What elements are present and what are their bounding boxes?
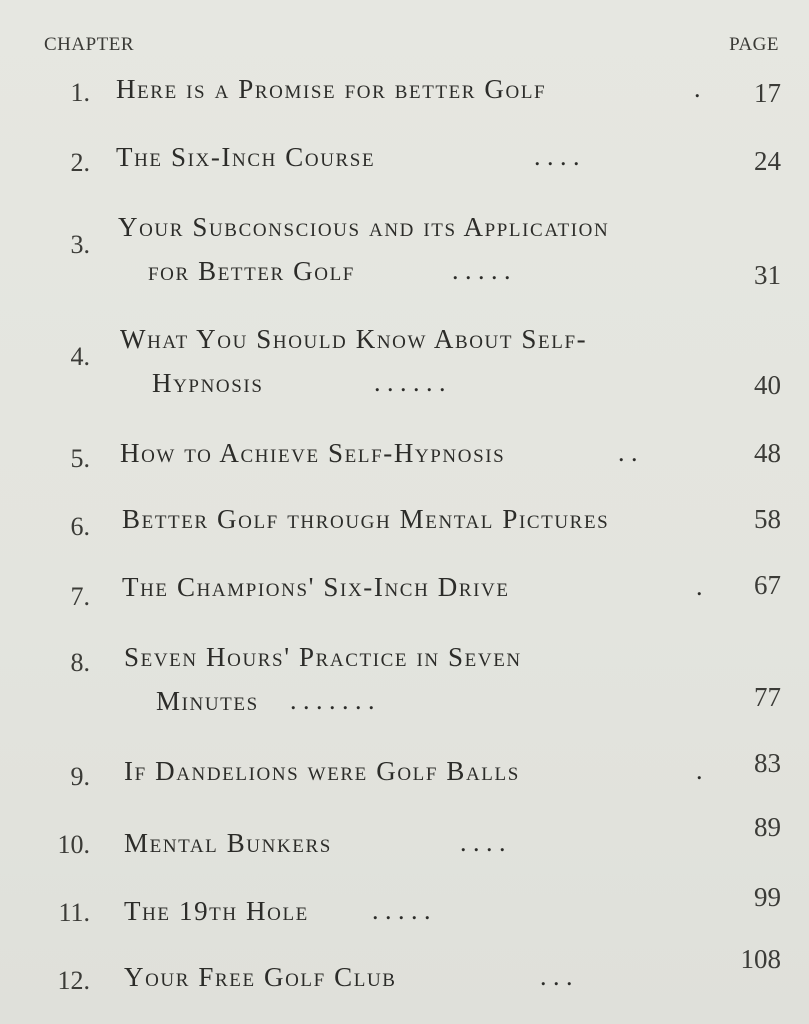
chapter-title: If Dandelions were Golf Balls xyxy=(124,756,520,786)
leader-dots: . xyxy=(694,74,701,103)
page-header: PAGE xyxy=(729,34,779,55)
leader-dots: . xyxy=(696,572,703,601)
chapter-number: 3. xyxy=(70,230,90,259)
chapter-number: 1. xyxy=(70,78,90,107)
chapter-title: Seven Hours' Practice in Seven xyxy=(124,642,522,672)
chapter-number: 11. xyxy=(58,898,90,927)
chapter-title: Mental Bunkers xyxy=(124,828,332,858)
chapter-number: 5. xyxy=(70,444,90,473)
chapter-number: 7. xyxy=(70,582,90,611)
chapter-title: The 19th Hole xyxy=(124,896,309,926)
page-number: 40 xyxy=(754,370,781,400)
page-number: 83 xyxy=(754,748,781,778)
chapter-title: Better Golf through Mental Pictures xyxy=(122,504,610,534)
chapter-title: How to Achieve Self-Hypnosis xyxy=(120,438,506,468)
chapter-title: The Six-Inch Course xyxy=(116,142,376,172)
page-number: 89 xyxy=(754,812,781,842)
leader-dots: . . . . . . xyxy=(374,368,446,397)
chapter-title: Your Subconscious and its Application xyxy=(118,212,610,242)
leader-dots: . xyxy=(696,756,703,785)
leader-dots: . . . . xyxy=(534,142,580,171)
chapter-number: 6. xyxy=(70,512,90,541)
chapter-title: Here is a Promise for better Golf xyxy=(116,74,547,104)
page-number: 58 xyxy=(754,504,781,534)
leader-dots: . . . . . . . xyxy=(290,686,375,715)
chapter-title-continued: Hypnosis xyxy=(152,368,264,398)
page-number: 67 xyxy=(754,570,781,600)
chapter-header: CHAPTER xyxy=(44,34,135,55)
chapter-number: 4. xyxy=(70,342,90,371)
page-number: 108 xyxy=(740,944,781,974)
leader-dots: . . . xyxy=(540,962,573,991)
page-number: 48 xyxy=(754,438,781,468)
leader-dots: . . . . xyxy=(460,828,506,857)
leader-dots: . . . . . xyxy=(452,256,511,285)
chapter-number: 2. xyxy=(70,148,90,177)
chapter-number: 10. xyxy=(57,830,90,859)
leader-dots: . . xyxy=(618,438,638,467)
chapter-number: 9. xyxy=(70,762,90,791)
page-number: 17 xyxy=(754,78,781,108)
page-number: 99 xyxy=(754,882,781,912)
page-number: 31 xyxy=(754,260,781,290)
chapter-title-continued: for Better Golf xyxy=(148,256,355,286)
chapter-title: Your Free Golf Club xyxy=(124,962,397,992)
chapter-number: 8. xyxy=(70,648,90,677)
leader-dots: . . . . . xyxy=(372,896,431,925)
chapter-number: 12. xyxy=(57,966,90,995)
page-number: 77 xyxy=(754,682,781,712)
chapter-title: What You Should Know About Self- xyxy=(120,324,588,354)
chapter-title-continued: Minutes xyxy=(156,686,259,716)
chapter-title: The Champions' Six-Inch Drive xyxy=(122,572,510,602)
page-number: 24 xyxy=(754,146,781,176)
